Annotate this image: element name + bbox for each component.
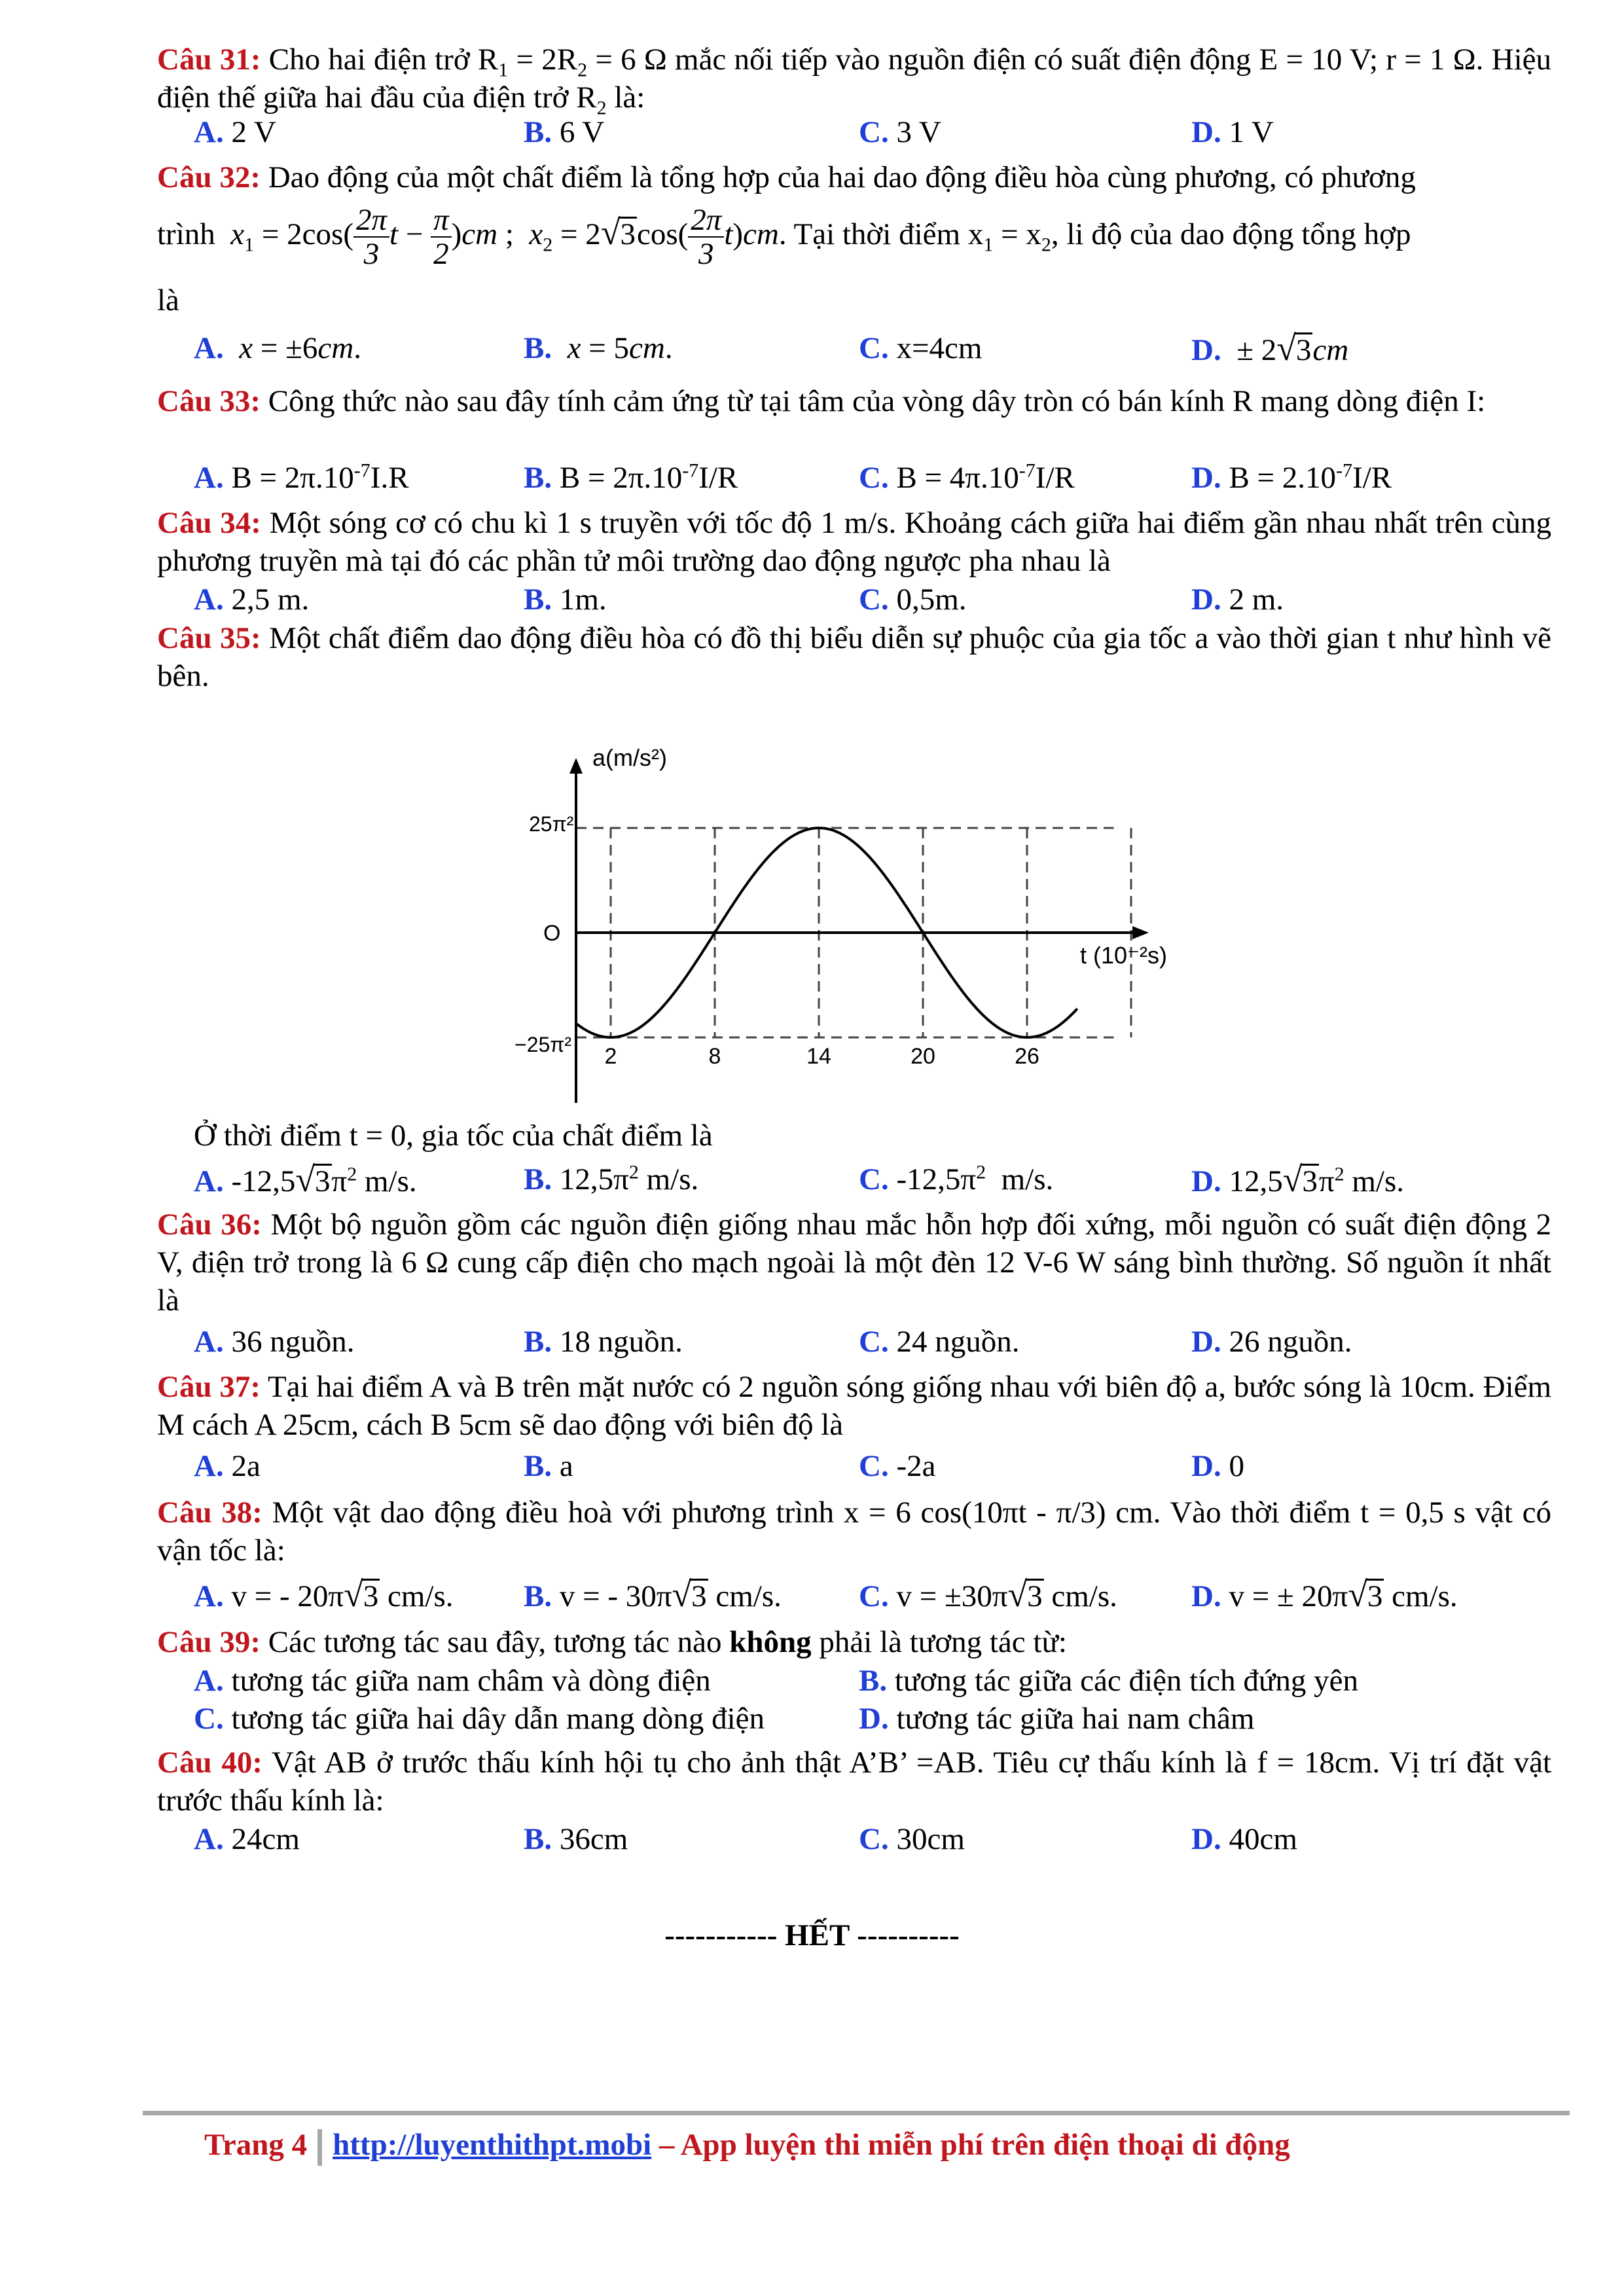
question-label: Câu 32: bbox=[157, 160, 261, 194]
option-d[interactable]: D. ± 2√3cm bbox=[1191, 329, 1349, 368]
option-a[interactable]: A. x = ±6cm. bbox=[194, 331, 361, 365]
option-b[interactable]: B. tương tác giữa các điện tích đứng yên bbox=[859, 1664, 1358, 1698]
question-38: Câu 38: Một vật dao động điều hoà với phương trình x = 6 cos(10πt - π/3) cm. Vào thời điểm t = 0,5 s vật có vận tốc là: bbox=[157, 1496, 1552, 1568]
options-39-row1 bbox=[0, 1661, 1624, 1700]
site-link[interactable]: http://luyenthithpt.mobi bbox=[333, 2128, 652, 2162]
option-d[interactable]: D. 26 nguồn. bbox=[1191, 1325, 1352, 1359]
page-number: Trang 4 bbox=[204, 2128, 308, 2162]
x-tick-label: 8 bbox=[708, 1044, 721, 1069]
option-c[interactable]: C. 3 V bbox=[859, 115, 941, 149]
option-a[interactable]: A. tương tác giữa nam châm và dòng điện bbox=[194, 1664, 711, 1698]
option-a[interactable]: A. $B = 2\pi.10^{-7}I.R$ bbox=[194, 459, 409, 495]
question-label: Câu 38: bbox=[157, 1496, 262, 1530]
footer-divider bbox=[143, 2111, 1570, 2115]
option-a[interactable]: A. $-12,5√3\pi^2$ m/s. bbox=[194, 1160, 417, 1199]
option-c[interactable]: C. 0,5m. bbox=[859, 583, 967, 617]
x-tick-label: 20 bbox=[911, 1044, 935, 1069]
question-32: Câu 32: Dao động của một chất điểm là tổng hợp của hai dao động điều hòa cùng phương, có phương bbox=[157, 160, 1416, 194]
option-b[interactable]: B. 18 nguồn. bbox=[524, 1325, 683, 1359]
y-tick-label: O bbox=[543, 921, 561, 946]
option-a[interactable]: A. 2 V bbox=[194, 115, 276, 149]
question-label: Câu 40: bbox=[157, 1746, 262, 1780]
question-40: Câu 40: Vật AB ở trước thấu kính hội tụ cho ảnh thật A’B’ =AB. Tiêu cự thấu kính là f = 18cm. Vị trí đặt vật trước thấu kính là: bbox=[157, 1746, 1552, 1818]
options-38 bbox=[0, 1575, 1624, 1614]
y-axis-label: a(m/s²) bbox=[592, 746, 667, 771]
question-label: Câu 33: bbox=[157, 384, 261, 418]
option-d[interactable]: D. 2 m. bbox=[1191, 583, 1284, 617]
end-marker: ----------- HẾT ---------- bbox=[664, 1918, 960, 1952]
question-34: Câu 34: Một sóng cơ có chu kì 1 s truyền với tốc độ 1 m/s. Khoảng cách giữa hai điểm gần nhau nhất trên cùng phương truyền mà tại đó các phần tử môi trường dao động ngược pha nhau là bbox=[157, 506, 1551, 578]
option-c[interactable]: C. tương tác giữa hai dây dẫn mang dòng điện bbox=[194, 1702, 765, 1736]
options-36 bbox=[0, 1322, 1624, 1361]
question-36: Câu 36: Một bộ nguồn gồm các nguồn điện giống nhau mắc hỗn hợp đối xứng, mỗi nguồn có suất điện động 2 V, điện trở trong là 6 Ω cung cấp điện cho mạch ngoài là một đèn 12 V-6 W sáng bình thường. Số nguồn ít nhất là bbox=[157, 1208, 1551, 1318]
option-d[interactable]: D. 1 V bbox=[1191, 115, 1274, 149]
y-axis-arrow bbox=[569, 758, 583, 774]
question-label: Câu 35: bbox=[157, 621, 261, 655]
option-c[interactable]: C. 30cm bbox=[859, 1822, 965, 1856]
option-a[interactable]: A. 2a bbox=[194, 1449, 261, 1483]
footer-tagline: – App luyện thi miễn phí trên điện thoại di động bbox=[659, 2128, 1290, 2162]
options-32 bbox=[0, 329, 1624, 368]
exam-page: Câu 31: Cho hai điện trở $R_1 = 2R_2 = 6$ Ω mắc nối tiếp vào nguồn điện có suất điện động E = 10 V; r = 1 Ω. Hiệu điện thế giữa hai đầu của điện trở $R_2$ là: A. 2 V B. 6 V C. 3 V D. 1 V Câu 32: Dao động của một chất điểm là tổng hợp của hai dao động điều hòa cùng phương, có phương trình $x_1 = 2\cos$( $\frac{2\pi}{3}$ t − $\frac{\pi}{2}$ )cm ; $x_2 = 2√3\cos$( $\frac{2\pi}{3}$ t)cm. Tại thời điểm $x_1 = x_2$, li độ của dao động tổng hợp là A. x = ±6cm. B. x = 5cm. C. x=4cm D. ± 2√3cm Câu 33: Công thức nào sau đây tính cảm ứng từ tại tâm của vòng dây tròn có bán kính R mang dòng điện I: A. $B = 2\pi.10^{-7}I.R$ B. $B = 2\pi.10^{-7}I/R$ C. $B = 4\pi.10^{-7}I/R$ D. $B = 2.10^{-7}I/R$ Câu 34: Một sóng cơ có chu kì 1 s truyền với tốc độ 1 m/s. Khoảng cách giữa hai điểm gần nhau nhất trên cùng phương truyền mà tại đó các phần tử môi trường dao động ngược pha nhau là A. 2,5 m. B. 1m. C. 0,5m. D. 2 m. Câu 35: Một chất điểm dao động điều hòa có đồ thị biểu diễn sự phuộc của gia tốc a vào thời gian t như hình vẽ bên. a(m/s²) t (10⁻²s) 25π² O −25π² 2 8 14 20 26 Ở thời điểm t = 0, gia tốc của chất điểm là A. $-12,5√3\pi^2$ m/s. B. $12,5\pi^2$ m/s. C. $-12,5\pi^2$ m/s. D. $12,5√3\pi^2$ m/s. Câu 36: Một bộ nguồn gồm các nguồn điện giống nhau mắc hỗn hợp đối xứng, mỗi nguồn có suất điện động 2 V, điện trở trong là 6 Ω cung cấp điện cho mạch ngoài là một đèn 12 V-6 W sáng bình thường. Số nguồn ít nhất là A. 36 nguồn. B. 18 nguồn. C. 24 nguồn. D. 26 nguồn. Câu 37: Tại hai điểm A và B trên mặt nước có 2 nguồn sóng giống nhau với biên độ a, bước sóng là 10cm. Điểm M cách A 25cm, cách B 5cm sẽ dao động với biên độ là A. 2a B. a C. -2a D. 0 Câu 38: Một vật dao động điều hoà với phương trình x = 6 cos(10πt - π/3) cm. Vào thời điểm t = 0,5 s vật có vận tốc là: A. v = - 20π√3 cm/s. B. v = - 30π√3 cm/s. C. v = ±30π√3 cm/s. D. v = ± 20π√3 cm/s. Câu 39: Các tương tác sau đây, tương tác nào không phải là tương tác từ: A. tương tác giữa nam châm và dòng điện B. tương tác giữa các điện tích đứng yên C. tương tác giữa hai dây dẫn mang dòng điện D. tương tác giữa hai nam châm Câu 40: Vật AB ở trước thấu kính hội tụ cho ảnh thật A’B’ =AB. Tiêu cự thấu kính là f = 18cm. Vị trí đặt vật trước thấu kính là: A. 24cm B. 36cm C. 30cm D. 40cm ----------- HẾT ---------- Trang 4 http://luyenthithpt.mobi – App luyện thi miễn phí trên điện thoại di động bbox=[0, 0, 1624, 2296]
option-c[interactable]: C. -2a bbox=[859, 1449, 936, 1483]
x-tick-label: 26 bbox=[1015, 1044, 1039, 1069]
question-label: Câu 37: bbox=[157, 1370, 261, 1404]
options-31 bbox=[0, 113, 1624, 152]
question-33: Câu 33: Công thức nào sau đây tính cảm ứng từ tại tâm của vòng dây tròn có bán kính R mang dòng điện I: bbox=[157, 384, 1486, 418]
question-label: Câu 36: bbox=[157, 1208, 262, 1242]
option-d[interactable]: D. 40cm bbox=[1191, 1822, 1297, 1856]
options-33 bbox=[0, 458, 1624, 497]
y-tick-label: −25π² bbox=[514, 1033, 572, 1056]
option-b[interactable]: B. a bbox=[524, 1449, 573, 1483]
x-tick-label: 14 bbox=[806, 1044, 831, 1069]
option-c[interactable]: C. v = ±30π√3 cm/s. bbox=[859, 1575, 1117, 1614]
option-a[interactable]: A. v = - 20π√3 cm/s. bbox=[194, 1575, 454, 1614]
option-b[interactable]: B. $B = 2\pi.10^{-7}I/R$ bbox=[524, 459, 738, 495]
option-d[interactable]: D. tương tác giữa hai nam châm bbox=[859, 1702, 1255, 1736]
question-35-prompt: Ở thời điểm t = 0, gia tốc của chất điểm là bbox=[194, 1119, 713, 1153]
option-a[interactable]: A. 24cm bbox=[194, 1822, 300, 1856]
option-b[interactable]: B. v = - 30π√3 cm/s. bbox=[524, 1575, 782, 1614]
x-axis-arrow bbox=[1132, 926, 1149, 939]
option-a[interactable]: A. 2,5 m. bbox=[194, 583, 310, 617]
options-34 bbox=[0, 580, 1624, 619]
option-b[interactable]: B. $12,5\pi^2$ m/s. bbox=[524, 1161, 699, 1196]
option-b[interactable]: B. 36cm bbox=[524, 1822, 628, 1856]
options-35 bbox=[0, 1160, 1624, 1199]
option-a[interactable]: A. 36 nguồn. bbox=[194, 1325, 355, 1359]
question-label: Câu 34: bbox=[157, 506, 261, 540]
acceleration-time-chart bbox=[511, 746, 1231, 1113]
option-c[interactable]: C. $-12,5\pi^2$ m/s. bbox=[859, 1161, 1054, 1196]
option-d[interactable]: D. v = ± 20π√3 cm/s. bbox=[1191, 1575, 1458, 1614]
question-39: Câu 39: Các tương tác sau đây, tương tác nào không phải là tương tác từ: bbox=[157, 1625, 1067, 1659]
question-37: Câu 37: Tại hai điểm A và B trên mặt nước có 2 nguồn sóng giống nhau với biên độ a, bước sóng là 10cm. Điểm M cách A 25cm, cách B 5cm sẽ dao động với biên độ là bbox=[157, 1370, 1551, 1442]
option-b[interactable]: B. 1m. bbox=[524, 583, 607, 617]
y-tick-label: 25π² bbox=[529, 812, 574, 836]
page-footer bbox=[204, 2127, 1290, 2166]
options-37 bbox=[0, 1446, 1624, 1486]
question-label: Câu 39: bbox=[157, 1625, 261, 1659]
options-39-row2 bbox=[0, 1699, 1624, 1738]
option-c[interactable]: C. x=4cm bbox=[859, 331, 983, 365]
x-axis-label: t (10⁻²s) bbox=[1080, 942, 1168, 969]
option-b[interactable]: B. x = 5cm. bbox=[524, 331, 673, 365]
question-31: Câu 31: Cho hai điện trở $R_1 = 2R_2 = 6$ Ω mắc nối tiếp vào nguồn điện có suất điện động E = 10 V; r = 1 Ω. Hiệu điện thế giữa hai đầu của điện trở $R_2$ là: bbox=[157, 43, 1551, 119]
option-d[interactable]: D. $12,5√3\pi^2$ m/s. bbox=[1191, 1160, 1404, 1199]
options-40 bbox=[0, 1820, 1624, 1859]
x-tick-label: 2 bbox=[604, 1044, 617, 1069]
option-c[interactable]: C. $B = 4\pi.10^{-7}I/R$ bbox=[859, 459, 1075, 495]
question-35: Câu 35: Một chất điểm dao động điều hòa có đồ thị biểu diễn sự phuộc của gia tốc a vào thời gian t như hình vẽ bên. bbox=[157, 621, 1552, 693]
option-d[interactable]: D. $B = 2.10^{-7}I/R$ bbox=[1191, 459, 1392, 495]
option-c[interactable]: C. 24 nguồn. bbox=[859, 1325, 1020, 1359]
question-32-formula: trình $x_1 = 2\cos$( $\frac{2\pi}{3}$ t − $\frac{\pi}{2}$ )cm ; $x_2 = 2√3\cos$( $\frac{2\pi}{3}$ t)cm. Tại thời điểm $x_1 = x_2$, li độ của dao động tổng hợp bbox=[157, 203, 1411, 272]
option-b[interactable]: B. 6 V bbox=[524, 115, 605, 149]
question-label: Câu 31: bbox=[157, 43, 261, 77]
option-d[interactable]: D. 0 bbox=[1191, 1449, 1244, 1483]
footer-separator bbox=[317, 2129, 322, 2166]
